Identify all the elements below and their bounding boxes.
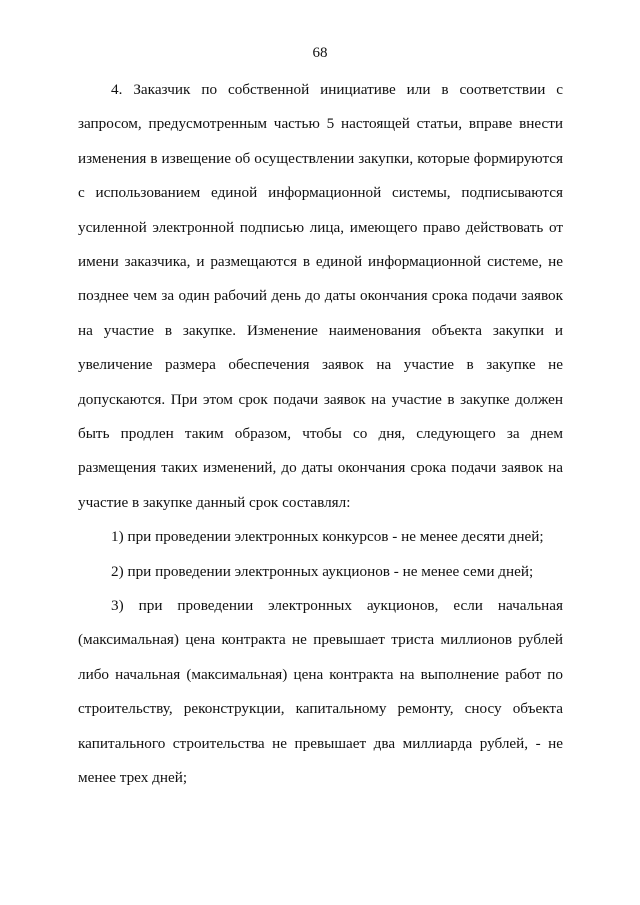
text-line: (максимальная) цена контракта не превышает триста миллионов рублей (78, 631, 563, 649)
text-line: 4. Заказчик по собственной инициативе или в соответствии с (111, 81, 563, 98)
text-line: позднее чем за один рабочий день до даты окончания срока подачи заявок (78, 287, 563, 305)
text-line: запросом, предусмотренным частью 5 настоящей статьи, вправе внести (78, 115, 563, 133)
text-line: 2) при проведении электронных аукционов - не менее семи дней; (111, 562, 534, 580)
text-line: 1) при проведении электронных конкурсов - не менее десяти дней; (111, 528, 544, 546)
text-line: имени заказчика, и размещаются в единой информационной системе, не (78, 253, 563, 270)
text-line: увеличение размера обеспечения заявок на участие в закупке не (78, 356, 563, 374)
text-line: допускаются. При этом срок подачи заявок на участие в закупке должен (78, 390, 563, 408)
text-line: размещения таких изменений, до даты окончания срока подачи заявок на (78, 459, 563, 477)
text-line: менее трех дней; (78, 769, 188, 786)
text-line: строительству, реконструкции, капитальному ремонту, сносу объекта (78, 700, 563, 718)
text-line: изменения в извещение об осуществлении закупки, которые формируются (78, 149, 563, 167)
text-line: с использованием единой информационной системы, подписываются (78, 184, 563, 202)
text-line: усиленной электронной подписью лица, имеющего право действовать от (78, 218, 563, 236)
text-line: 3) при проведении электронных аукционов, если начальная (111, 597, 563, 614)
text-line: на участие в закупке. Изменение наименования объекта закупки и (78, 321, 563, 339)
text-line: капитального строительства не превышает два миллиарда рублей, - не (78, 734, 563, 752)
text-line: участие в закупке данный срок составлял: (78, 493, 351, 511)
text-line: быть продлен таким образом, чтобы со дня, следующего за днем (78, 425, 563, 442)
text-line: либо начальная (максимальная) цена контракта на выполнение работ по (78, 665, 563, 683)
page-number: 68 (312, 45, 328, 61)
